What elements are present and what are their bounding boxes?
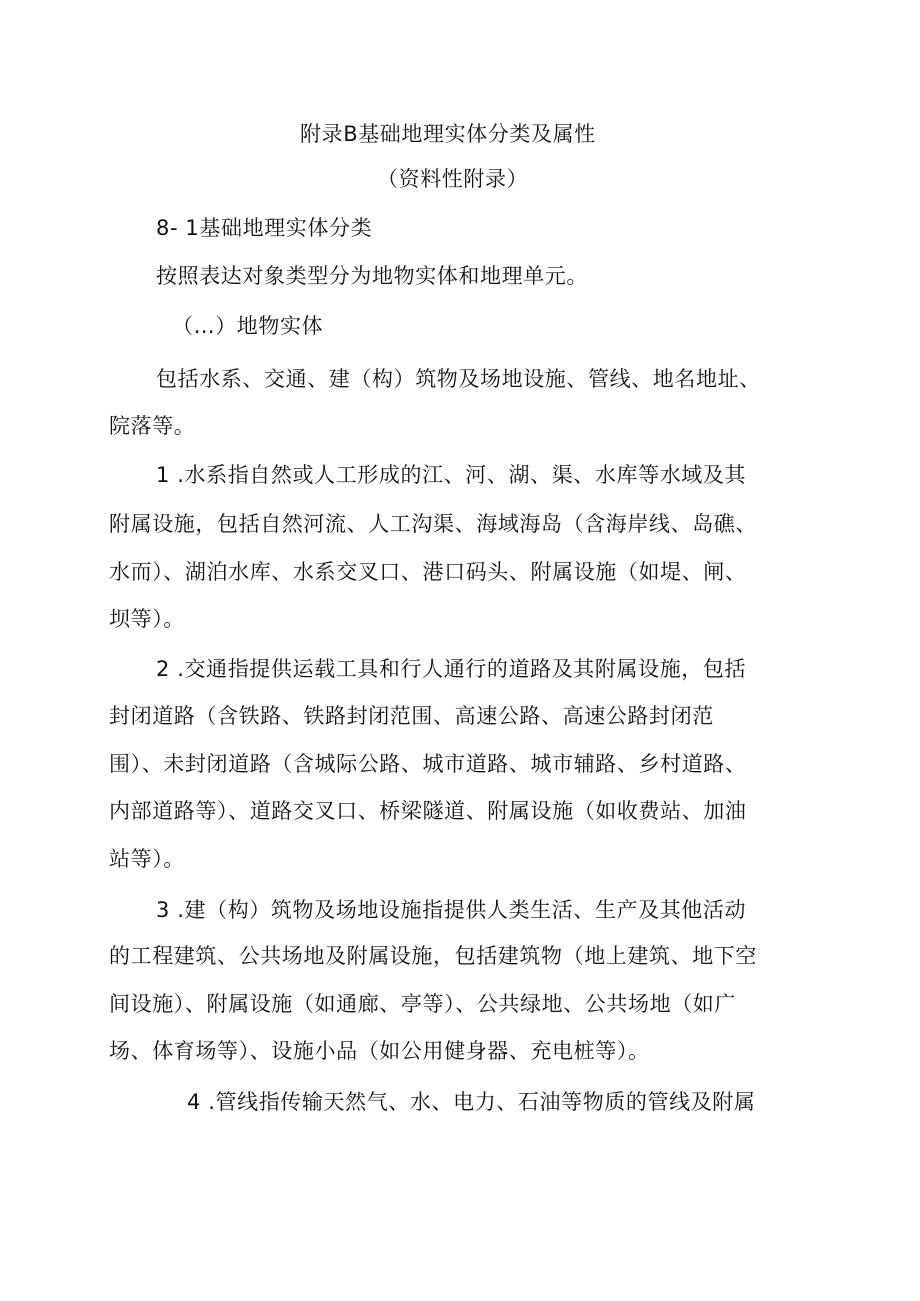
paragraph-line: 围）、未封闭道路（含城际公路、城市道路、城市辅路、乡村道路、 xyxy=(109,752,747,776)
paragraph-line: 坝等）。 xyxy=(109,607,185,631)
paragraph-line: 2 .交通指提供运载工具和行人通行的道路及其附属设施，包括 xyxy=(156,657,747,681)
appendix-subtitle: （资料性附录） xyxy=(377,167,529,191)
paragraph-line: 内部道路等）、道路交叉口、桥梁隧道、附属设施（如收费站、加油 xyxy=(109,799,747,823)
paragraph-line: 包括水系、交通、建（构）筑物及场地设施、管线、地名地址、 xyxy=(156,367,761,391)
paragraph-line: 场、体育场等）、设施小品（如公用健身器、充电桩等）。 xyxy=(109,1039,650,1063)
paragraph-line: 4 .管线指传输天然气、水、电力、石油等物质的管线及附属 xyxy=(187,1090,756,1114)
paragraph-line: 院落等。 xyxy=(109,414,196,438)
paragraph-line: 3 .建（构）筑物及场地设施指提供人类生活、生产及其他活动 xyxy=(156,898,747,922)
paragraph-line: 的工程建筑、公共场地及附属设施，包括建筑物（地上建筑、地下空 xyxy=(109,944,757,968)
subsection-heading: （…）地物实体 xyxy=(172,314,324,338)
appendix-title: 附录B基础地理实体分类及属性 xyxy=(300,122,596,146)
paragraph-line: 1 .水系指自然或人工形成的江、河、湖、渠、水库等水域及其 xyxy=(156,463,747,487)
paragraph-line: 水而）、湖泊水库、水系交叉口、港口码头、附属设施（如堤、闸、 xyxy=(109,560,747,584)
paragraph-line: 站等）。 xyxy=(109,847,185,871)
paragraph-line: 间设施）、附属设施（如通廊、亭等）、公共绿地、公共场地（如广 xyxy=(109,992,736,1016)
paragraph-line: 封闭道路（含铁路、铁路封闭范围、高速公路、高速公路封闭范 xyxy=(109,704,714,728)
intro-paragraph: 按照表达对象类型分为地物实体和地理单元。 xyxy=(156,264,588,288)
section-heading: 8- 1基础地理实体分类 xyxy=(156,216,373,240)
paragraph-line: 附属设施，包括自然河流、人工沟渠、海域海岛（含海岸线、岛礁、 xyxy=(109,512,757,536)
